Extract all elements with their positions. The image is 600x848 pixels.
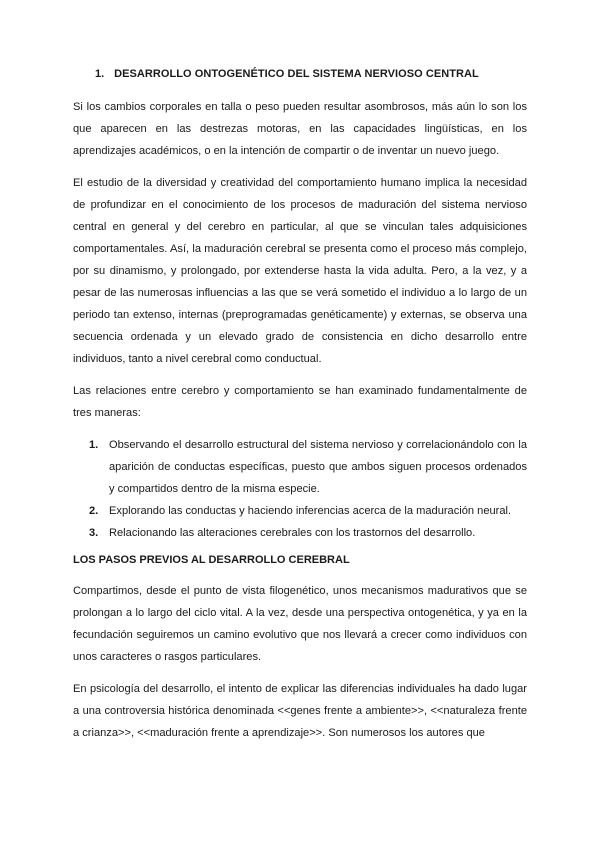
list-item-text: Explorando las conductas y haciendo inferencias acerca de la maduración neural. [109,505,512,517]
list-item-number: 3. [89,527,99,539]
section-heading [95,68,527,80]
list-item-number: 1. [89,439,99,451]
list-item-number: 2. [89,505,99,517]
list-item-text: Observando el desarrollo estructural del sistema nervioso y correlacionándolo con la aparición de conductas específicas, puesto que ambos siguen procesos ordenados y compartidos dentro de la misma especie. [109,439,527,495]
paragraph-relations: Las relaciones entre cerebro y comportamiento se han examinado fundamentalmente de tres maneras: [73,385,527,419]
list-item [73,434,527,500]
section-title: DESARROLLO ONTOGENÉTICO DEL SISTEMA NERVIOSO CENTRAL [114,68,479,80]
paragraph-psychology: En psicología del desarrollo, el intento de explicar las diferencias individuales ha dado lugar a una controversia histórica denominada <<genes frente a ambiente>>, <<naturaleza frente a crianza>>, <<maduración frente a aprendizaje>>. Son numerosos los autores que [73,683,527,739]
section-number: 1. [95,68,105,80]
list-item [73,500,527,522]
paragraph-phylogenetic: Compartimos, desde el punto de vista filogenético, unos mecanismos madurativos que se prolongan a lo largo del ciclo vital. A la vez, desde una perspectiva ontogenética, y ya en la fecundación seguiremos un camino evolutivo que nos llevará a crecer como individuos con unos caracteres o rasgos particulares. [73,585,527,663]
numbered-list [73,434,527,544]
subsection-heading: LOS PASOS PREVIOS AL DESARROLLO CEREBRAL [73,554,350,566]
paragraph-intro: Si los cambios corporales en talla o peso pueden resultar asombrosos, más aún lo son los que aparecen en las destrezas motoras, en las capacidades lingüísticas, en los aprendizajes académicos, o en la intención de compartir o de inventar un nuevo juego. [73,101,527,157]
paragraph-study: El estudio de la diversidad y creatividad del comportamiento humano implica la necesidad de profundizar en el conocimiento de los procesos de maduración del sistema nervioso central en general y del cerebro en particular, al que se vinculan tales adquisiciones comportamentales. Así, la maduración cerebral se presenta como el proceso más complejo, por su dinamismo, y prolongado, por extenderse hasta la vida adulta. Pero, a la vez, y a pesar de las numerosas influencias a las que se verá sometido el individuo a lo largo de un periodo tan extenso, internas (preprogramadas genéticamente) y externas, se observa una secuencia ordenada y un elevado grado de consistencia en dicho desarrollo entre individuos, tanto a nivel cerebral como conductual. [73,177,527,365]
list-item [73,522,527,544]
list-item-text: Relacionando las alteraciones cerebrales con los trastornos del desarrollo. [109,527,476,539]
